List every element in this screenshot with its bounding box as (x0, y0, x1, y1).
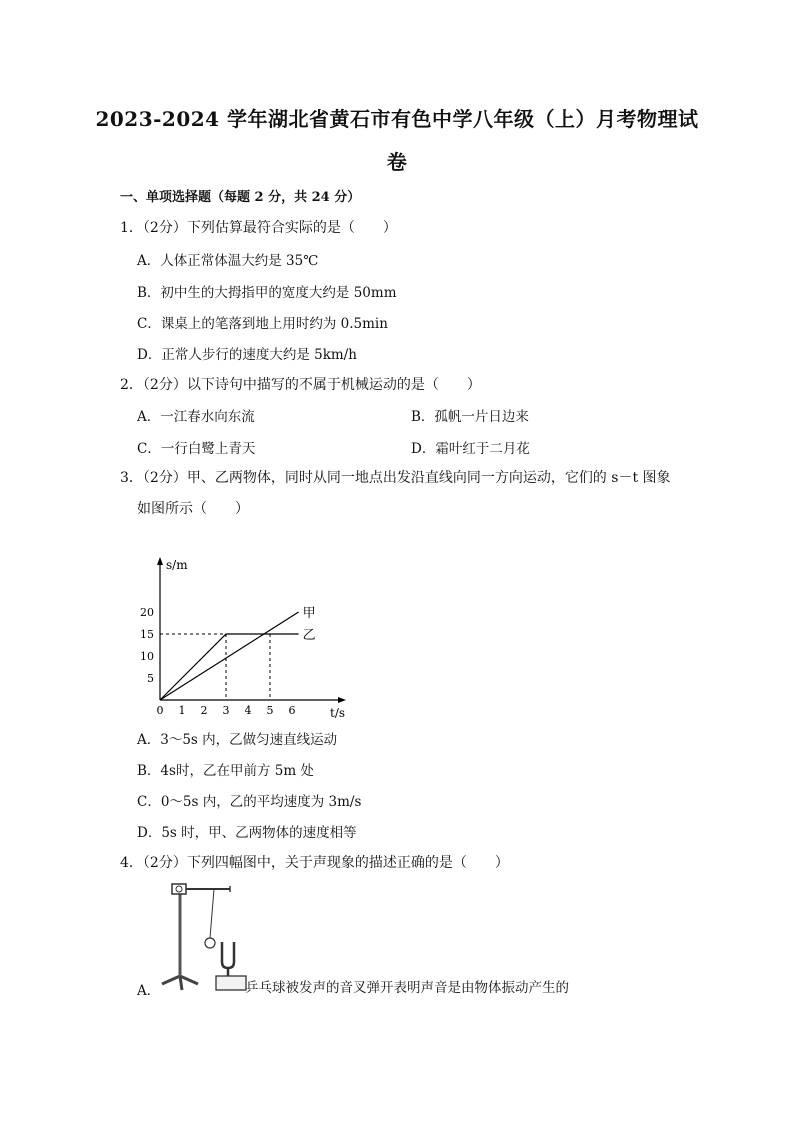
x-tick-label: 3 (222, 704, 230, 717)
x-axis-arrow (338, 697, 346, 703)
question-1-option-b: B．初中生的大拇指甲的宽度大约是 50mm (137, 285, 397, 301)
x-tick-label: 4 (244, 704, 252, 717)
x-tick-label: 6 (288, 704, 296, 717)
question-2-stem: 2．（2分）以下诗句中描写的不属于机械运动的是（ ） (120, 377, 481, 393)
y-tick-label: 5 (147, 672, 154, 685)
question-3-stem-line1: 3．（2分）甲、乙两物体，同时从同一地点出发沿直线向同一方向运动，它们的 s－t 图象 (120, 470, 671, 486)
question-4-option-a-text: 乒乓球被发声的音叉弹开表明声音是由物体振动产生的 (245, 980, 569, 996)
question-3-option-a: A．3～5s 内，乙做匀速直线运动 (137, 732, 338, 748)
section-heading: 一、单项选择题（每题 2 分，共 24 分） (120, 190, 361, 205)
question-1-stem: 1．（2分）下列估算最符合实际的是（ ） (120, 220, 397, 236)
y-axis-arrow (157, 557, 163, 565)
series-label-2: 乙 (302, 628, 316, 643)
question-2-option-c: C．一行白鹭上青天 (137, 441, 256, 457)
question-1-option-d: D．正常人步行的速度大约是 5km/h (137, 347, 357, 363)
question-2-option-d: D．霜叶红于二月花 (411, 441, 530, 457)
tuning-fork-pingpong-figure (158, 880, 253, 995)
paper-title-line2: 卷 (386, 150, 408, 174)
paper-title-line1: 2023-2024 学年湖北省黄石市有色中学八年级（上）月考物理试 (95, 107, 699, 131)
x-tick-label: 1 (178, 704, 186, 717)
question-3-option-b: B．4s时，乙在甲前方 5m 处 (137, 763, 314, 779)
st-graph (140, 555, 370, 725)
series-line-2 (160, 634, 299, 700)
question-3-option-c: C．0～5s 内，乙的平均速度为 3m/s (137, 794, 362, 810)
y-tick-label: 10 (140, 650, 154, 663)
question-4-option-a-label: A． (137, 983, 161, 999)
question-2-option-a: A．一江春水向东流 (137, 409, 255, 425)
series-label-1: 甲 (302, 606, 316, 621)
question-3-stem-line2: 如图所示（ ） (137, 501, 249, 517)
question-4-stem: 4．（2分）下列四幅图中，关于声现象的描述正确的是（ ） (120, 855, 509, 871)
x-tick-label: 2 (200, 704, 208, 717)
x-axis-label: t/s (330, 706, 346, 720)
y-tick-label: 20 (140, 606, 154, 619)
question-3-option-d: D．5s 时，甲、乙两物体的速度相等 (137, 825, 357, 841)
y-axis-label: s/m (166, 558, 188, 572)
question-1-option-c: C．课桌上的笔落到地上用时约为 0.5min (137, 316, 388, 332)
x-tick-label: 5 (266, 704, 274, 717)
question-1-option-a: A．人体正常体温大约是 35℃ (137, 253, 319, 269)
question-2-option-b: B．孤帆一片日边来 (411, 409, 529, 425)
series-line-1 (160, 612, 299, 700)
x-tick-label: 0 (156, 704, 164, 717)
y-tick-label: 15 (140, 628, 154, 641)
